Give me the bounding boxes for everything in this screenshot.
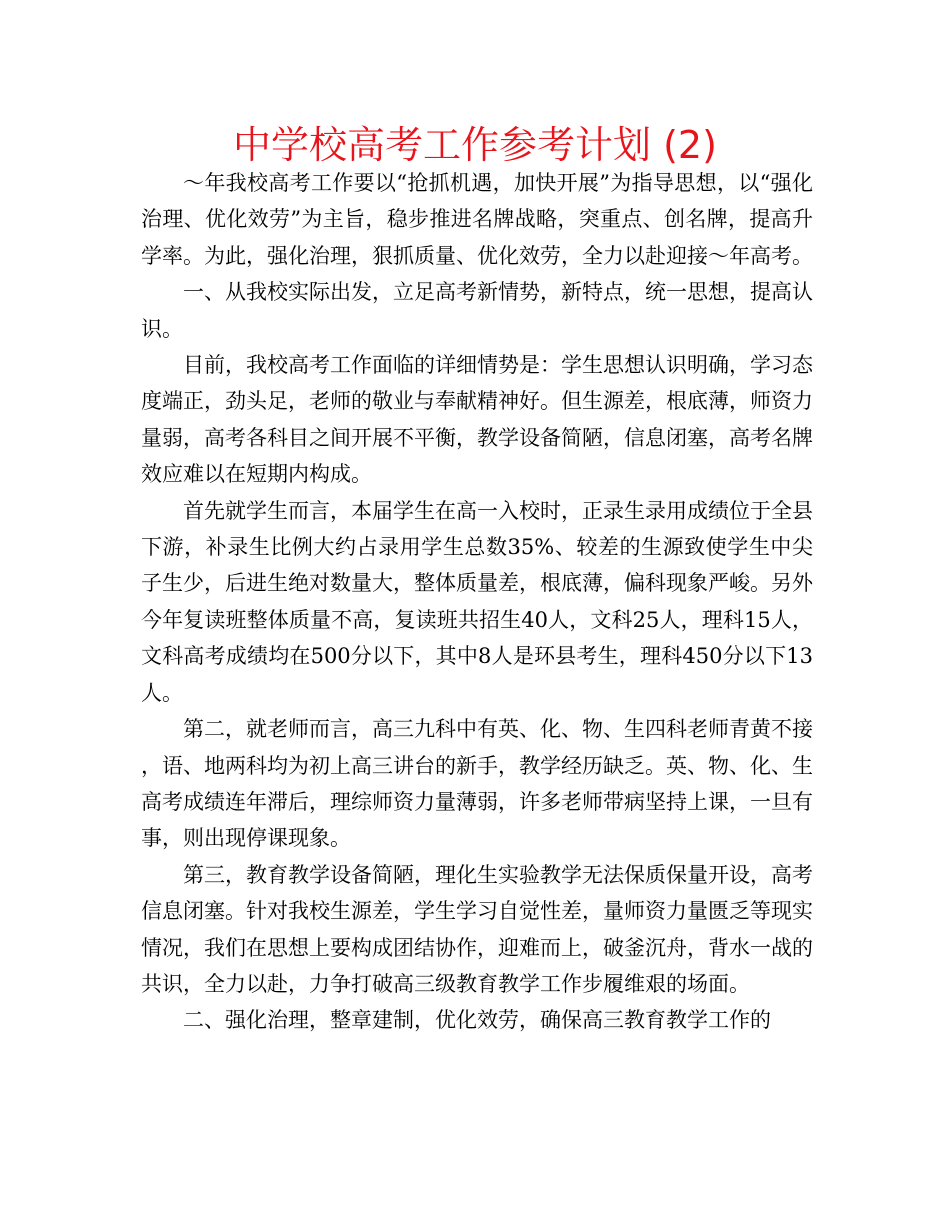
paragraph-students: 首先就学生而言，本届学生在高一入校时，正录生录用成绩位于全县下游，补录生比例大约占录用学生总数35%、较差的生源致使学生中尖子生少，后进生绝对数量大，整体质量差，根底薄，偏科现象严峻。另外今年复读班整体质量不高，复读班共招生40人，文科25人，理科15人，文科高考成绩均在500分以下，其中8人是环县考生，理科450分以下13人。 — [141, 498, 813, 705]
paragraph-section-two-heading: 二、强化治理，整章建制，优化效劳，确保高三教育教学工作的 — [183, 1008, 771, 1033]
document-title: 中学校高考工作参考计划 (2) — [233, 123, 717, 167]
paragraph-current-situation: 目前，我校高考工作面临的详细情势是：学生思想认识明确，学习态度端正，劲头足，老师的敬业与奉献精神好。但生源差，根底薄，师资力量弱，高考各科目之间开展不平衡，教学设备简陋，信息闭塞，高考名牌效应难以在短期内构成。 — [141, 353, 813, 487]
paragraph-section-one-heading: 一、从我校实际出发，立足高考新情势，新特点，统一思想，提高认识。 — [141, 280, 813, 341]
paragraph-intro: ～年我校高考工作要以“抢抓机遇，加快开展”为指导思想，以“强化治理、优化效劳”为主旨，稳步推进名牌战略，突重点、创名牌，提高升学率。为此，强化治理，狠抓质量、优化效劳，全力以赴迎接～年高考。 — [141, 171, 813, 268]
paragraph-teachers: 第二，就老师而言，高三九科中有英、化、物、生四科老师青黄不接，语、地两科均为初上高三讲台的新手，教学经历缺乏。英、物、化、生高考成绩连年滞后，理综师资力量薄弱，许多老师带病坚持上课，一旦有事，则出现停课现象。 — [141, 717, 813, 851]
paragraph-equipment: 第三，教育教学设备简陋，理化生实验教学无法保质保量开设，高考信息闭塞。针对我校生源差，学生学习自觉性差，量师资力量匮乏等现实情况，我们在思想上要构成团结协作，迎难而上，破釜沉舟，背水一战的共识，全力以赴，力争打破高三级教育教学工作步履维艰的场面。 — [141, 862, 813, 996]
document-body — [141, 165, 813, 1039]
